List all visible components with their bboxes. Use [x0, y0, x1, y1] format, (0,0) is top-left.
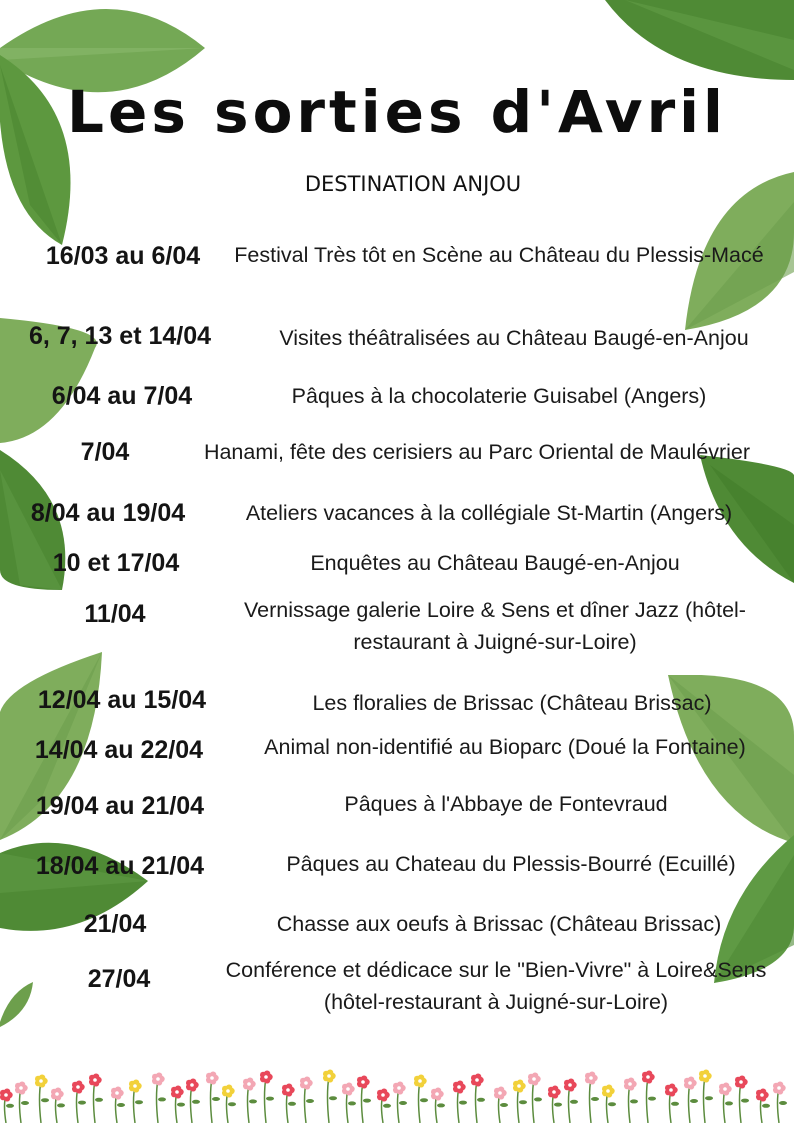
event-date: 6, 7, 13 et 14/04 — [28, 322, 212, 350]
event-text: Pâques au Chateau du Plessis-Bourré (Ecuillé) — [286, 852, 736, 876]
leaf-bottom-left-small-icon — [0, 982, 35, 1027]
event-text: Hanami, fête des cerisiers au Parc Oriental de Maulévrier — [203, 440, 751, 464]
page-subtitle: DESTINATION ANJOU — [304, 172, 522, 196]
event-text: Enquêtes au Château Baugé-en-Anjou — [310, 551, 680, 575]
event-text: Festival Très tôt en Scène au Château du Plessis-Macé — [234, 243, 764, 267]
event-text: Ateliers vacances à la collégiale St-Martin (Angers) — [245, 501, 733, 525]
event-date: 7/04 — [80, 438, 130, 466]
event-text: Les floralies de Brissac (Château Brissac) — [312, 691, 712, 715]
event-date: 21/04 — [83, 910, 147, 938]
event-text: Pâques à la chocolaterie Guisabel (Angers) — [291, 384, 707, 408]
event-date: 11/04 — [84, 600, 146, 628]
event-text: Vernissage galerie Loire & Sens et dîner Jazz (hôtel-restaurant à Juigné-sur-Loire) — [244, 598, 746, 654]
event-date: 16/03 au 6/04 — [45, 242, 201, 270]
event-date: 6/04 au 7/04 — [51, 382, 193, 410]
leaf-top-right-icon — [605, 0, 794, 90]
event-date: 18/04 au 21/04 — [35, 852, 205, 880]
event-text: Animal non-identifié au Bioparc (Doué la Fontaine) — [264, 735, 746, 759]
event-date: 10 et 17/04 — [52, 549, 180, 577]
event-text: Chasse aux oeufs à Brissac (Château Brissac) — [276, 912, 722, 936]
event-text: Visites théâtralisées au Château Baugé-en-Anjou — [279, 326, 749, 350]
event-date: 12/04 au 15/04 — [37, 686, 207, 714]
event-date: 19/04 au 21/04 — [35, 792, 205, 820]
event-date: 14/04 au 22/04 — [34, 736, 204, 764]
event-date: 8/04 au 19/04 — [30, 499, 186, 527]
flower-border-icon — [0, 1060, 794, 1123]
event-date: 27/04 — [87, 965, 151, 993]
page-title: Les sorties d'Avril — [67, 78, 727, 146]
event-text: Conférence et dédicace sur le "Bien-Vivre" à Loire&Sens (hôtel-restaurant à Juigné-sur-Loire) — [225, 958, 767, 1014]
event-text: Pâques à l'Abbaye de Fontevraud — [344, 792, 668, 816]
